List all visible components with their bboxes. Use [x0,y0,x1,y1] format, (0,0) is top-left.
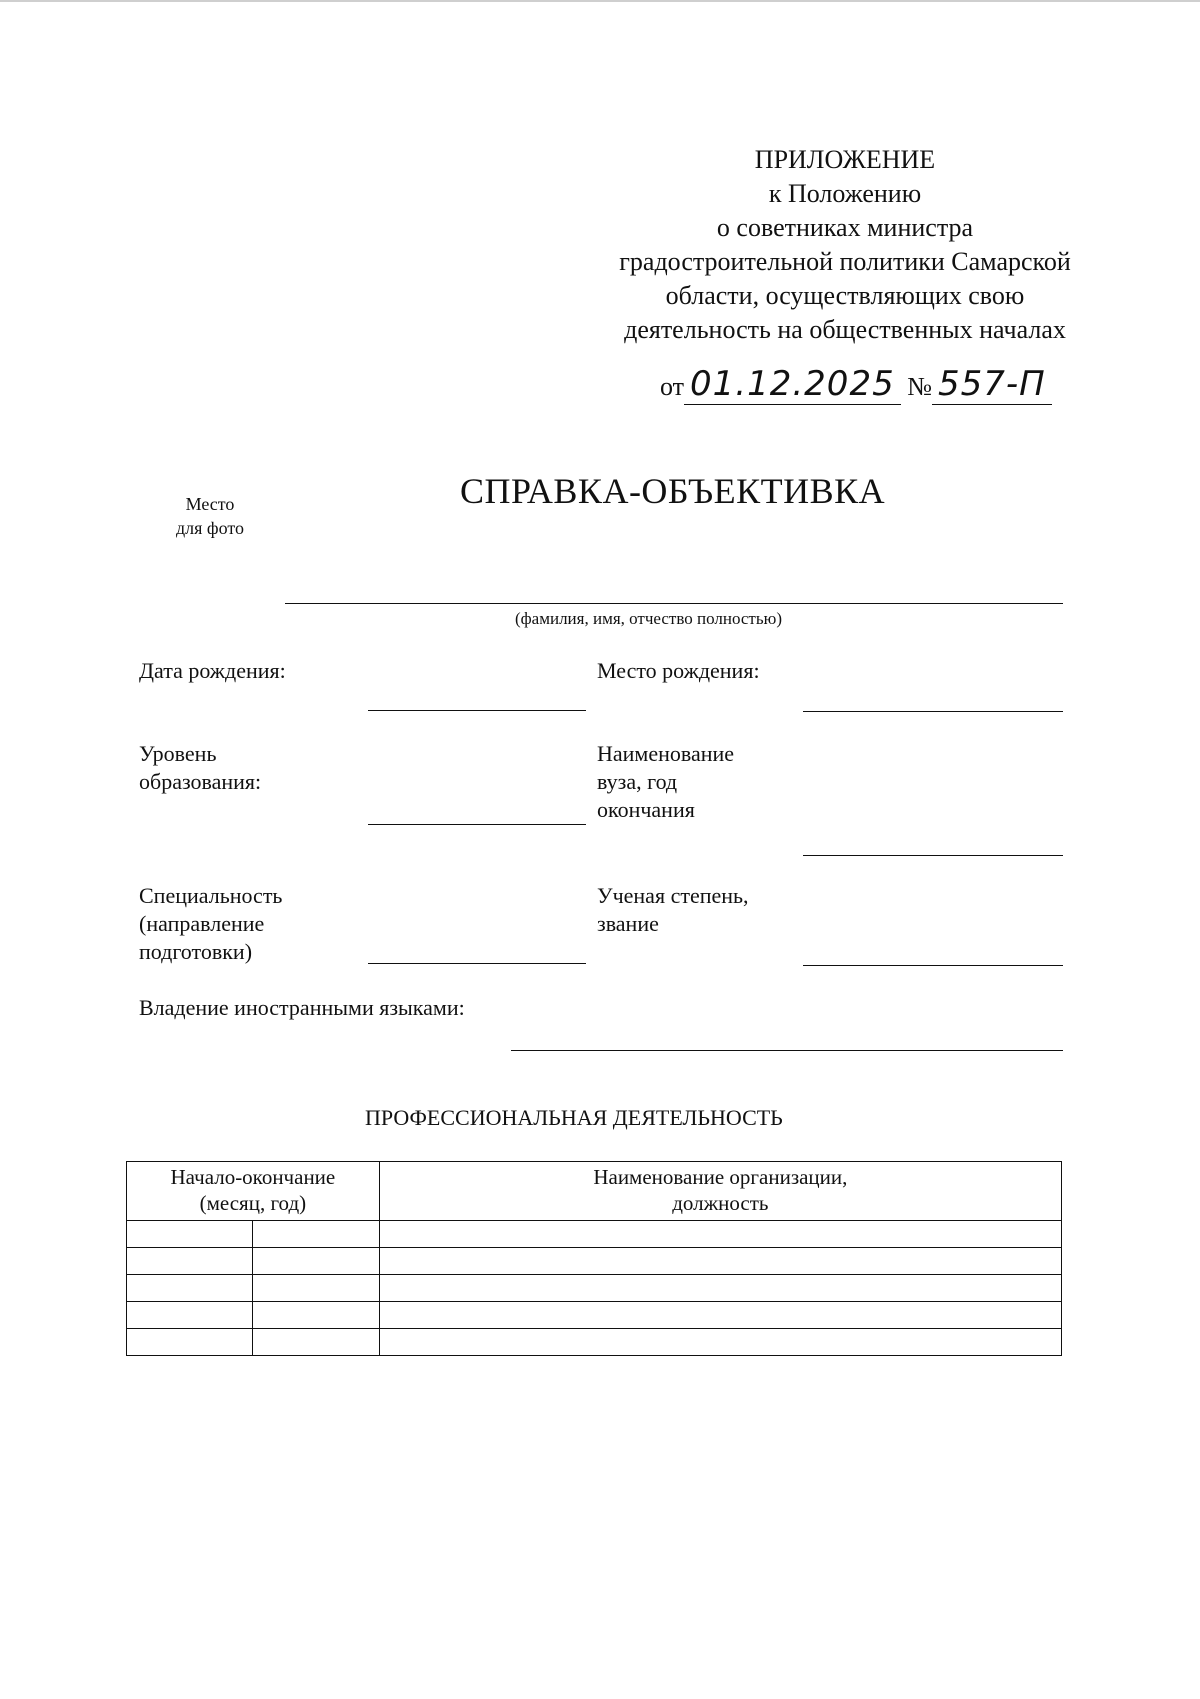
table-row [127,1248,1062,1275]
header-line: (месяц, год) [199,1191,307,1215]
organization-cell[interactable] [379,1221,1061,1248]
end-cell[interactable] [252,1329,379,1356]
appendix-line: ПРИЛОЖЕНИЕ [754,145,936,174]
appendix-line: градостроительной политики Самарской [619,247,1071,276]
education-level-line[interactable] [368,824,586,825]
start-cell[interactable] [127,1302,253,1329]
table-row [127,1329,1062,1356]
end-cell[interactable] [252,1248,379,1275]
university-line[interactable] [803,855,1063,856]
birth-place-line[interactable] [803,711,1063,712]
number-prefix: № [907,372,933,401]
work-history-table [126,1161,1062,1356]
photo-placeholder [150,492,270,540]
table-row [127,1275,1062,1302]
label-line: окончания [597,797,695,822]
date-prefix: от [660,372,685,401]
degree-label [597,882,749,938]
header-line: должность [672,1191,769,1215]
full-name-caption: (фамилия, имя, отчество полностью) [515,609,782,628]
organization-cell[interactable] [379,1275,1061,1302]
table-row [127,1221,1062,1248]
label-line: Ученая степень, [597,883,749,908]
document-title: СПРАВКА-ОБЪЕКТИВКА [460,471,886,511]
label-line: Специальность [139,883,283,908]
photo-label: Место [185,494,235,514]
label-line: Уровень [139,741,217,766]
end-cell[interactable] [252,1302,379,1329]
end-cell[interactable] [252,1275,379,1302]
appendix-line: о советниках министра [716,213,974,242]
header-line: Наименование организации, [593,1165,848,1189]
label-line: Наименование [597,741,735,766]
label-line: (направление [139,911,265,936]
organization-cell[interactable] [379,1302,1061,1329]
birth-place-label: Место рождения: [597,658,760,683]
end-cell[interactable] [252,1221,379,1248]
birth-date-label: Дата рождения: [139,658,286,683]
organization-cell[interactable] [379,1329,1061,1356]
languages-line[interactable] [511,1050,1063,1051]
specialty-label [139,882,282,966]
appendix-header [560,143,1130,347]
label-line: подготовки) [139,939,253,964]
organization-header [379,1162,1061,1221]
specialty-line[interactable] [368,963,586,964]
appendix-line: к Положению [768,179,922,208]
header-line: Начало-окончание [170,1165,336,1189]
start-cell[interactable] [127,1248,253,1275]
languages-label: Владение иностранными языками: [139,995,465,1020]
education-level-label [139,740,261,796]
organization-cell[interactable] [379,1248,1061,1275]
appendix-line: деятельность на общественных началах [624,315,1066,344]
appendix-line: области, осуществляющих свою [665,281,1025,310]
handwritten-date: 01.12.2025 [684,364,901,405]
label-line: вуза, год [597,769,678,794]
decree-date-number [660,364,1052,404]
handwritten-number: 557-П [932,364,1052,405]
table-header-row [127,1162,1062,1221]
start-cell[interactable] [127,1221,253,1248]
work-section-title: ПРОФЕССИОНАЛЬНАЯ ДЕЯТЕЛЬНОСТЬ [365,1105,783,1130]
university-label [597,740,734,824]
scan-top-edge [0,0,1200,2]
table-row [127,1302,1062,1329]
label-line: звание [597,911,659,936]
label-line: образования: [139,769,262,794]
degree-line[interactable] [803,965,1063,966]
full-name-line[interactable] [285,603,1063,604]
period-header [127,1162,380,1221]
start-cell[interactable] [127,1329,253,1356]
start-cell[interactable] [127,1275,253,1302]
birth-date-line[interactable] [368,710,586,711]
photo-label: для фото [176,518,244,538]
